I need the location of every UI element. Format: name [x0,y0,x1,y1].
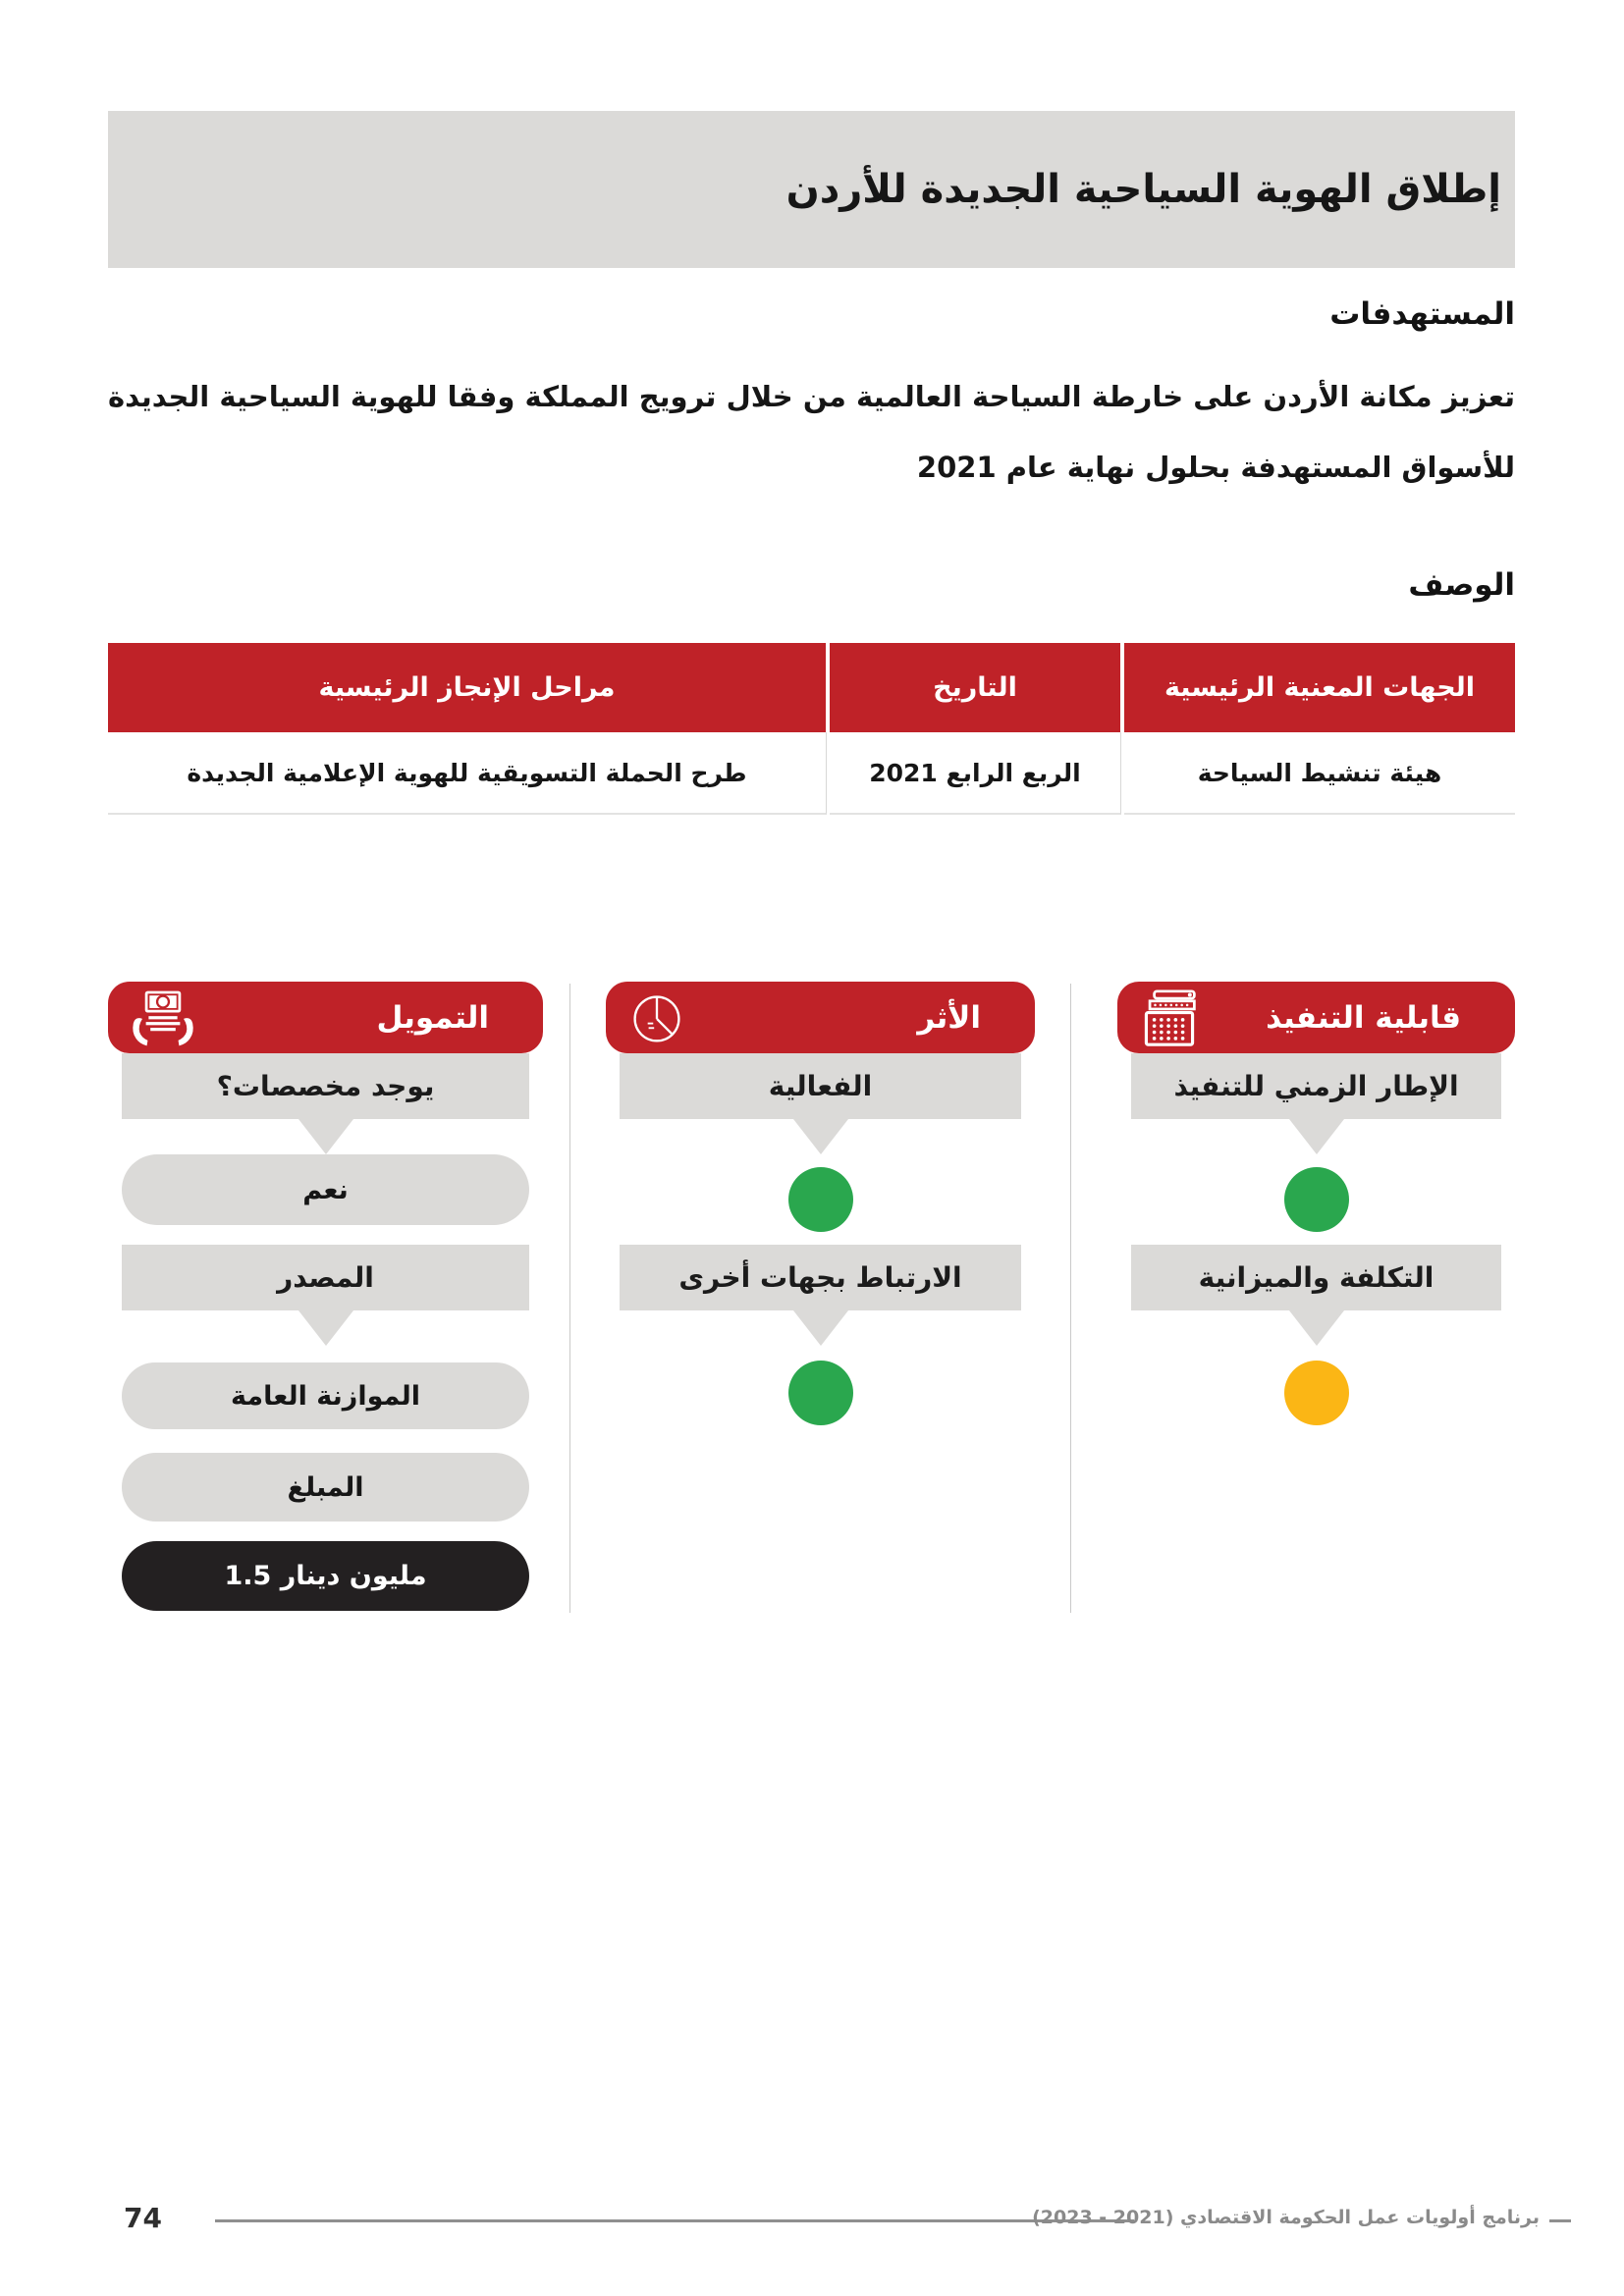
page-title: إطلاق الهوية السياحية الجديدة للأردن [785,167,1501,212]
source-value-pill: الموازنة العامة [122,1362,529,1429]
amount-value: 1.5 مليون دينار [224,1561,427,1591]
impact-column [606,982,1035,1425]
callout-pointer [793,1310,848,1346]
amount-label-pill: المبلغ [122,1453,529,1522]
source-callout: المصدر [122,1245,529,1310]
impact-header-pill [606,982,1035,1053]
impact-header-label: الأثر [917,999,981,1036]
effectiveness-callout: الفعالية [620,1053,1021,1119]
description-table [108,643,1515,815]
linkage-status-dot [788,1361,853,1425]
column-divider [569,984,570,1613]
cost-status-dot [1284,1361,1349,1425]
title-banner [108,111,1515,268]
feasibility-column [1117,982,1515,1425]
funding-column [108,982,543,1611]
targets-heading: المستهدفات [1329,296,1515,332]
table-header-row [108,643,1515,732]
footer-rule [215,2219,1134,2222]
funding-header-label: التمويل [376,999,489,1036]
table-cell-date: الربع الرابع 2021 [830,732,1121,815]
linkage-callout: الارتباط بجهات أخرى [620,1245,1021,1310]
calendar-icon [1141,989,1198,1046]
callout-pointer [298,1119,353,1154]
table-header-milestones: مراحل الإنجاز الرئيسية [108,643,826,732]
table-header-date: التاريخ [830,643,1120,732]
footer-program-title: برنامج أولويات عمل الحكومة الاقتصادي (2021 - 2023) [1032,2207,1540,2228]
effectiveness-status-dot [788,1167,853,1232]
column-divider [1070,984,1071,1613]
allocations-answer-pill: نعم [122,1154,529,1225]
page-number: 74 [124,2202,162,2234]
callout-pointer [298,1310,353,1346]
footer-rule-short [1549,2219,1571,2222]
cost-callout: التكلفة والميزانية [1131,1245,1501,1310]
feasibility-header-pill [1117,982,1515,1053]
table-cell-entity: هيئة تنشيط السياحة [1124,732,1515,815]
timeframe-status-dot [1284,1167,1349,1232]
feasibility-header-label: قابلية التنفيذ [1266,999,1461,1036]
table-cell-milestone: طرح الحملة التسويقية للهوية الإعلامية الجديدة [108,732,827,815]
amount-value-pill [122,1541,529,1611]
timeframe-callout: الإطار الزمني للتنفيذ [1131,1053,1501,1119]
allocations-callout: يوجد مخصصات؟ [122,1053,529,1119]
description-heading: الوصف [1408,567,1515,603]
pie-chart-icon [629,990,684,1045]
callout-pointer [1289,1310,1344,1346]
table-header-entities: الجهات المعنية الرئيسية [1124,643,1515,732]
callout-pointer [793,1119,848,1154]
funding-header-pill [108,982,543,1053]
table-row [108,732,1515,815]
targets-paragraph: تعزيز مكانة الأردن على خارطة السياحة العالمية من خلال ترويج المملكة وفقا للهوية السياحية الجديدة للأسواق المستهدفة بحلول نهاية عام 2021 [108,380,1515,484]
hands-money-icon [132,988,194,1047]
callout-pointer [1289,1119,1344,1154]
